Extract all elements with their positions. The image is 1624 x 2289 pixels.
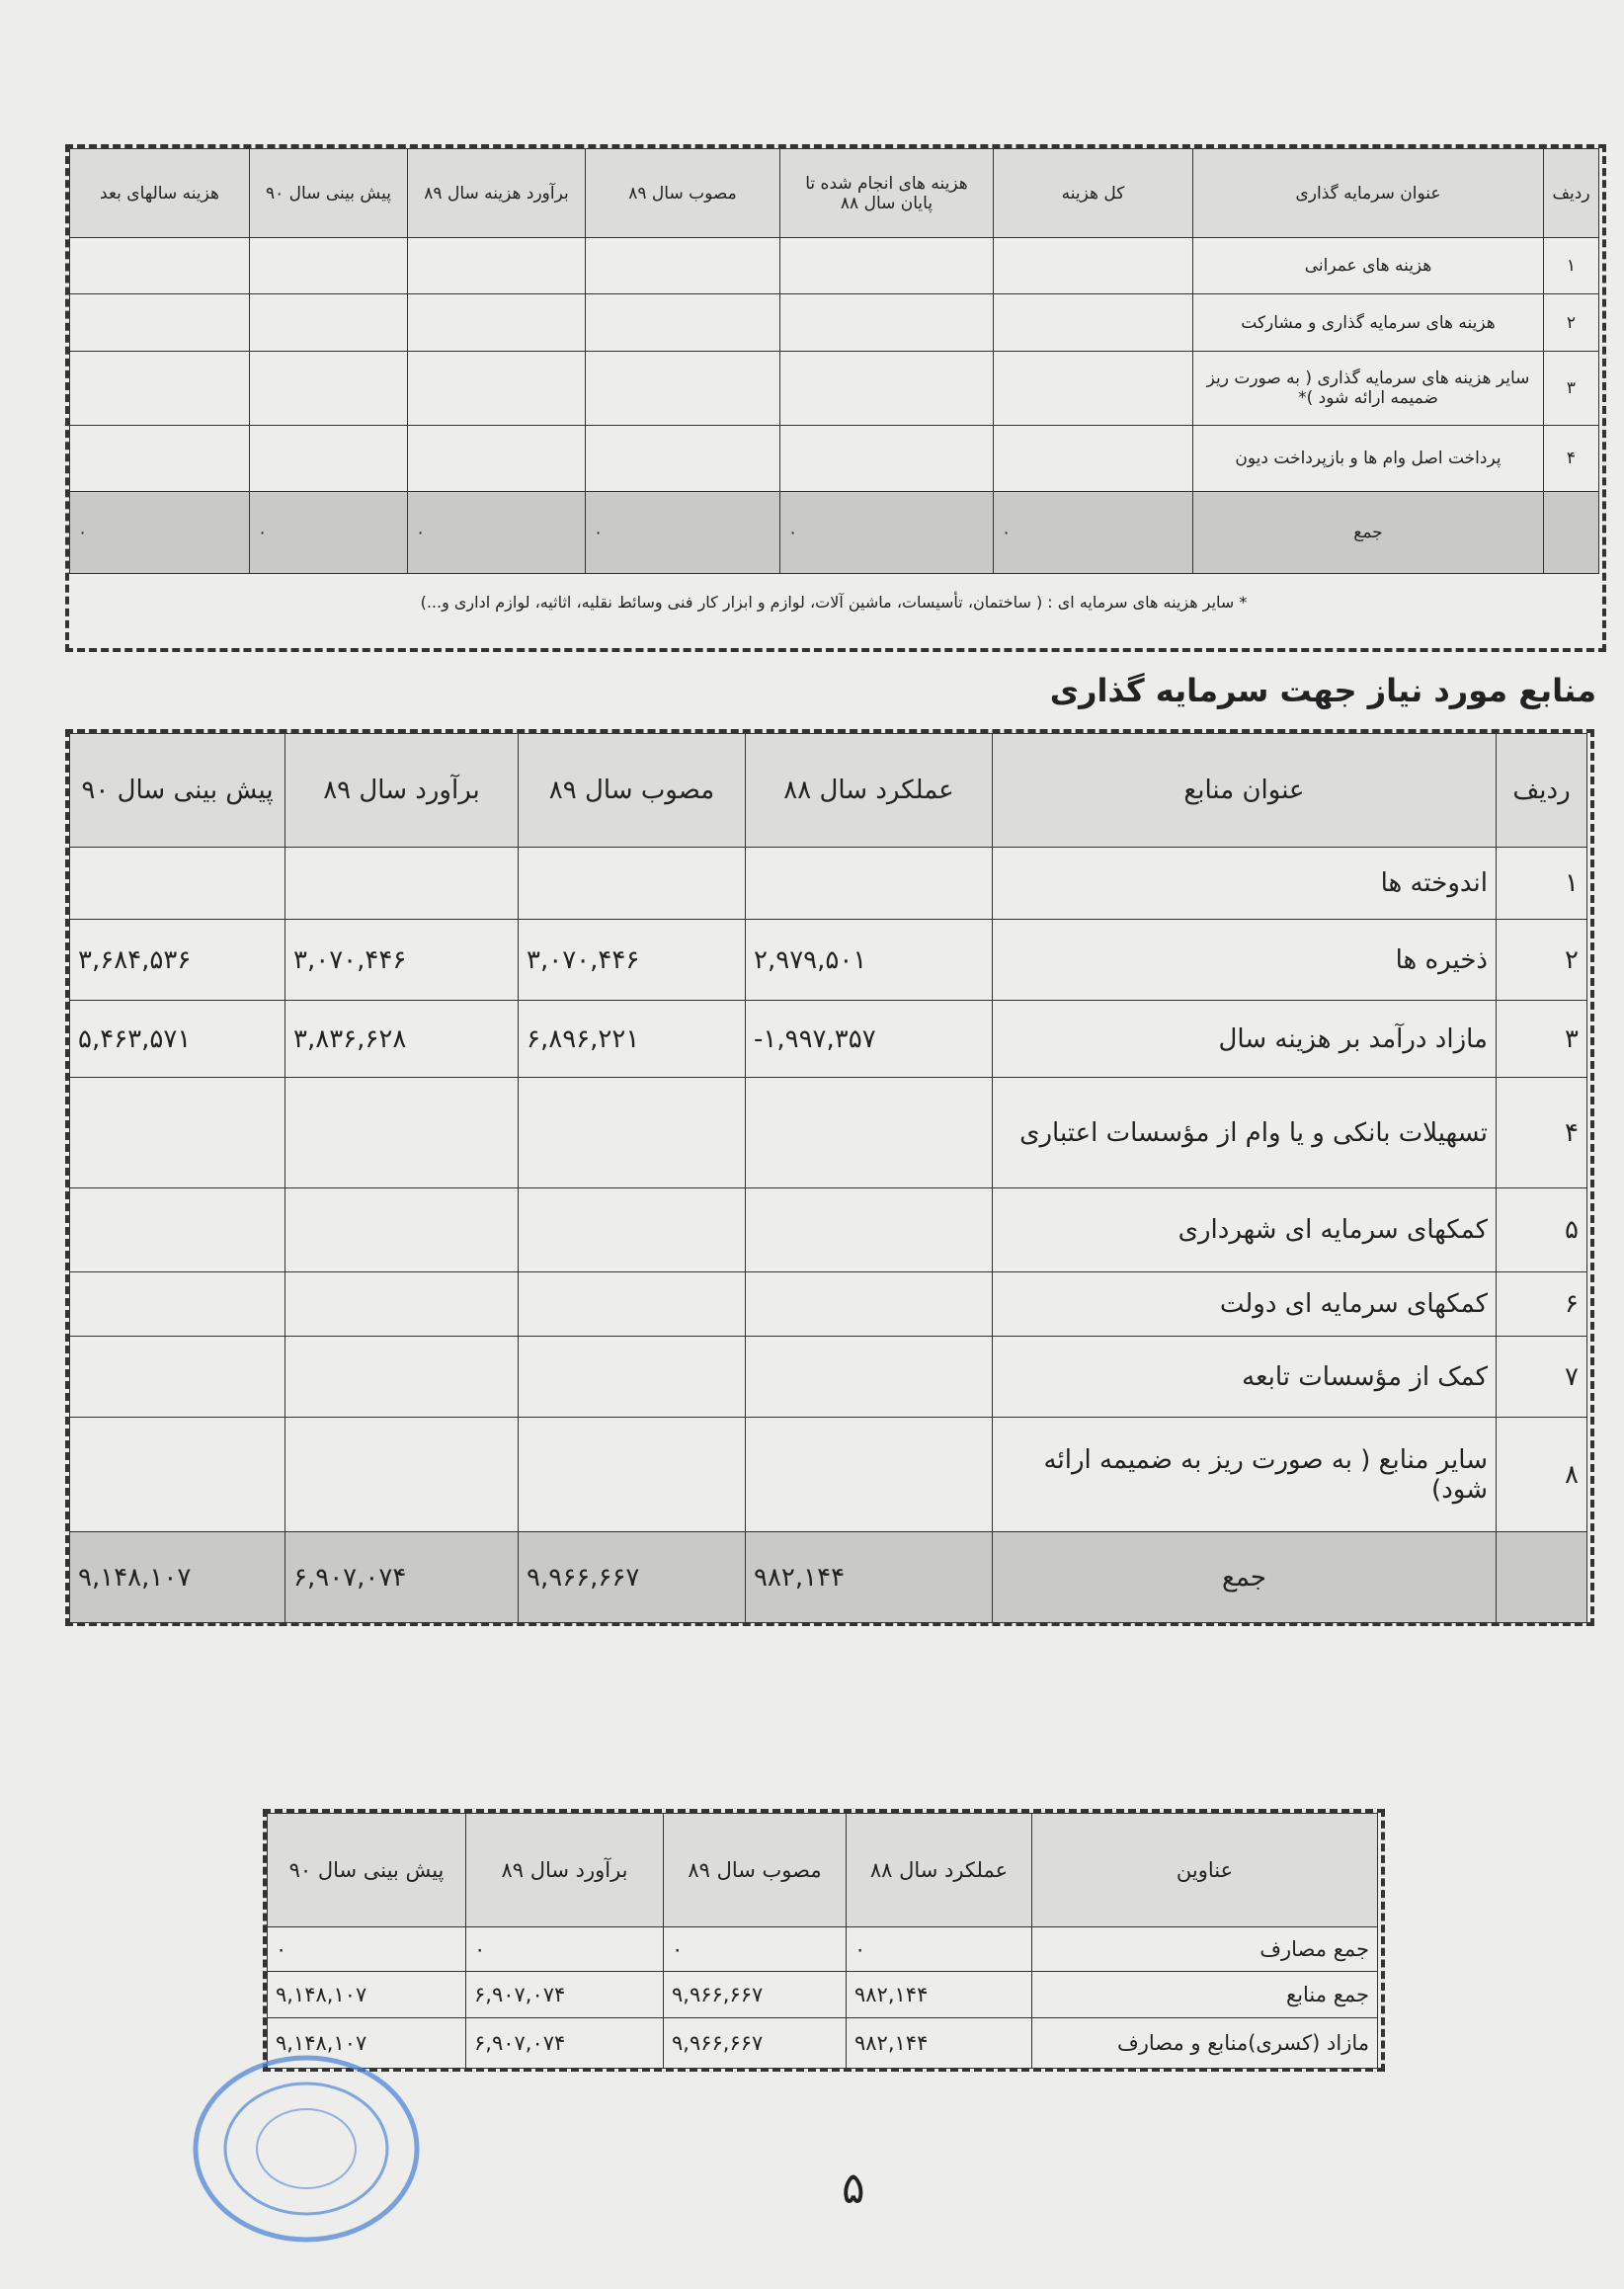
total-row — [70, 492, 1599, 574]
table-cell: ۴ — [1497, 1078, 1587, 1188]
table-row — [70, 1078, 1587, 1188]
table-cell: ۶,۹۰۷,۰۷۴ — [466, 1972, 664, 2018]
table-cell — [780, 238, 994, 294]
table-cell: جمع — [1193, 492, 1544, 574]
table-cell — [994, 426, 1193, 492]
table-cell: ۰ — [70, 492, 250, 574]
table-cell — [285, 1337, 519, 1418]
table-cell — [780, 294, 994, 352]
table-cell — [250, 294, 408, 352]
table-cell — [70, 848, 285, 920]
table-cell — [408, 352, 586, 426]
table-cell: ۲ — [1544, 294, 1599, 352]
table-cell: ۹۸۲,۱۴۴ — [746, 1532, 993, 1623]
table-cell — [70, 1078, 285, 1188]
column-header: مصوب سال ۸۹ — [519, 734, 746, 848]
table-cell — [586, 238, 780, 294]
header-row — [70, 149, 1599, 238]
column-header: عملکرد سال ۸۸ — [847, 1814, 1032, 1927]
table-cell: ۸ — [1497, 1418, 1587, 1532]
table-cell: جمع مصارف — [1032, 1927, 1378, 1972]
table-cell — [285, 1418, 519, 1532]
table-cell: کمکهای سرمایه ای شهرداری — [993, 1188, 1497, 1272]
table-cell — [519, 1078, 746, 1188]
table-cell — [994, 238, 1193, 294]
table-cell: تسهیلات بانکی و یا وام از مؤسسات اعتباری — [993, 1078, 1497, 1188]
table-cell — [746, 1272, 993, 1337]
table-cell: اندوخته ها — [993, 848, 1497, 920]
page-number: ۵ — [842, 2164, 865, 2214]
table-cell — [519, 1418, 746, 1532]
column-header: کل هزینه — [994, 149, 1193, 238]
investment-table — [69, 148, 1599, 574]
column-header: برآورد سال ۸۹ — [285, 734, 519, 848]
table-cell: -۱,۹۹۷,۳۵۷ — [746, 1001, 993, 1078]
table-cell: سایر منابع ( به صورت ریز به ضمیمه ارائه شود) — [993, 1418, 1497, 1532]
table-cell — [780, 426, 994, 492]
table-cell: ۳,۶۸۴,۵۳۶ — [70, 920, 285, 1001]
column-header: ردیف — [1544, 149, 1599, 238]
table-cell — [70, 294, 250, 352]
summary-table — [267, 1813, 1378, 2069]
column-header: هزینه های انجام شده تا پایان سال ۸۸ — [780, 149, 994, 238]
table-cell — [250, 352, 408, 426]
table-cell — [285, 1188, 519, 1272]
table-cell — [1544, 492, 1599, 574]
table-row — [268, 1972, 1378, 2018]
table-cell — [586, 352, 780, 426]
column-header: مصوب سال ۸۹ — [586, 149, 780, 238]
table-cell — [250, 426, 408, 492]
column-header: عملکرد سال ۸۸ — [746, 734, 993, 848]
total-row — [70, 1532, 1587, 1623]
table-cell: ۳ — [1497, 1001, 1587, 1078]
column-header: عناوین — [1032, 1814, 1378, 1927]
table-cell: ذخیره ها — [993, 920, 1497, 1001]
table-cell: ۷ — [1497, 1337, 1587, 1418]
table-cell: ۱ — [1497, 848, 1587, 920]
table-cell — [70, 1188, 285, 1272]
table-row — [70, 848, 1587, 920]
table-cell — [285, 1078, 519, 1188]
table-cell: ۰ — [268, 1927, 466, 1972]
table-cell: ۹۸۲,۱۴۴ — [847, 1972, 1032, 2018]
investment-footnote: * سایر هزینه های سرمایه ای : ( ساختمان، تأسیسات، ماشین آلات، لوازم و ابزار کار فنی وسائط نقلیه، اثاثیه، لوازم اداری و...) — [420, 593, 1248, 612]
table-cell: ۵,۴۶۳,۵۷۱ — [70, 1001, 285, 1078]
table-row — [70, 1188, 1587, 1272]
table-cell: ۰ — [664, 1927, 847, 1972]
table-cell — [70, 1337, 285, 1418]
column-header: مصوب سال ۸۹ — [664, 1814, 847, 1927]
table-row — [70, 352, 1599, 426]
table-cell — [408, 294, 586, 352]
table-cell: ۰ — [408, 492, 586, 574]
table-row — [70, 238, 1599, 294]
table-cell: ۴ — [1544, 426, 1599, 492]
sources-title: منابع مورد نیاز جهت سرمایه گذاری — [1049, 672, 1596, 709]
column-header: عنوان منابع — [993, 734, 1497, 848]
table-cell — [519, 1188, 746, 1272]
table-cell: ۳,۸۳۶,۶۲۸ — [285, 1001, 519, 1078]
table-cell: ۳,۰۷۰,۴۴۶ — [285, 920, 519, 1001]
table-row — [70, 1272, 1587, 1337]
table-cell — [519, 1337, 746, 1418]
table-cell: ۶,۹۰۷,۰۷۴ — [466, 2018, 664, 2069]
column-header: عنوان سرمایه گذاری — [1193, 149, 1544, 238]
table-cell: ۳ — [1544, 352, 1599, 426]
stamp-seal — [188, 2050, 425, 2248]
table-cell: ۹۸۲,۱۴۴ — [847, 2018, 1032, 2069]
table-cell: ۰ — [780, 492, 994, 574]
table-cell — [70, 238, 250, 294]
table-cell: ۹,۱۴۸,۱۰۷ — [70, 1532, 285, 1623]
header-row — [268, 1814, 1378, 1927]
table-cell — [746, 848, 993, 920]
table-cell: مازاد درآمد بر هزینه سال — [993, 1001, 1497, 1078]
table-cell — [746, 1188, 993, 1272]
table-cell: ۳,۰۷۰,۴۴۶ — [519, 920, 746, 1001]
table-cell: ۵ — [1497, 1188, 1587, 1272]
table-cell — [519, 848, 746, 920]
table-cell: ۰ — [994, 492, 1193, 574]
table-row — [70, 920, 1587, 1001]
table-cell: ۹,۱۴۸,۱۰۷ — [268, 2018, 466, 2069]
table-cell: ۹,۱۴۸,۱۰۷ — [268, 1972, 466, 2018]
table-row — [70, 294, 1599, 352]
table-cell — [70, 1272, 285, 1337]
table-row — [70, 1418, 1587, 1532]
table-cell — [408, 426, 586, 492]
table-cell — [519, 1272, 746, 1337]
table-cell — [408, 238, 586, 294]
column-header: هزینه سالهای بعد — [70, 149, 250, 238]
table-cell: کمک از مؤسسات تابعه — [993, 1337, 1497, 1418]
table-cell — [1497, 1532, 1587, 1623]
table-cell: هزینه های عمرانی — [1193, 238, 1544, 294]
table-cell: پرداخت اصل وام ها و بازپرداخت دیون — [1193, 426, 1544, 492]
table-cell — [746, 1337, 993, 1418]
table-row — [70, 426, 1599, 492]
table-cell — [994, 294, 1193, 352]
table-cell: ۰ — [847, 1927, 1032, 1972]
table-cell — [250, 238, 408, 294]
table-cell: ۲,۹۷۹,۵۰۱ — [746, 920, 993, 1001]
table-cell: ۰ — [586, 492, 780, 574]
table-cell — [746, 1078, 993, 1188]
table-cell: ۹,۹۶۶,۶۶۷ — [664, 1972, 847, 2018]
table-cell — [586, 426, 780, 492]
table-cell — [70, 426, 250, 492]
table-cell — [586, 294, 780, 352]
column-header: پیش بینی سال ۹۰ — [70, 734, 285, 848]
table-row — [268, 2018, 1378, 2069]
column-header: ردیف — [1497, 734, 1587, 848]
table-cell — [285, 848, 519, 920]
column-header: برآورد هزینه سال ۸۹ — [408, 149, 586, 238]
column-header: برآورد سال ۸۹ — [466, 1814, 664, 1927]
table-cell: ۰ — [466, 1927, 664, 1972]
table-cell: ۶,۹۰۷,۰۷۴ — [285, 1532, 519, 1623]
table-cell: ۱ — [1544, 238, 1599, 294]
table-cell — [70, 352, 250, 426]
table-cell: مازاد (کسری)منابع و مصارف — [1032, 2018, 1378, 2069]
sources-table — [69, 733, 1587, 1623]
table-cell: جمع منابع — [1032, 1972, 1378, 2018]
table-cell: ۹,۹۶۶,۶۶۷ — [519, 1532, 746, 1623]
table-cell: کمکهای سرمایه ای دولت — [993, 1272, 1497, 1337]
table-cell — [746, 1418, 993, 1532]
table-cell: ۰ — [250, 492, 408, 574]
table-cell: ۶ — [1497, 1272, 1587, 1337]
table-cell: سایر هزینه های سرمایه گذاری ( به صورت ریز ضمیمه ارائه شود )* — [1193, 352, 1544, 426]
table-cell: ۲ — [1497, 920, 1587, 1001]
column-header: پیش بینی سال ۹۰ — [250, 149, 408, 238]
table-cell — [994, 352, 1193, 426]
table-cell: جمع — [993, 1532, 1497, 1623]
header-row — [70, 734, 1587, 848]
table-row — [268, 1927, 1378, 1972]
table-cell — [780, 352, 994, 426]
column-header: پیش بینی سال ۹۰ — [268, 1814, 466, 1927]
table-cell — [70, 1418, 285, 1532]
table-cell: ۶,۸۹۶,۲۲۱ — [519, 1001, 746, 1078]
table-cell: هزینه های سرمایه گذاری و مشارکت — [1193, 294, 1544, 352]
table-row — [70, 1001, 1587, 1078]
table-cell — [285, 1272, 519, 1337]
table-cell: ۹,۹۶۶,۶۶۷ — [664, 2018, 847, 2069]
table-row — [70, 1337, 1587, 1418]
